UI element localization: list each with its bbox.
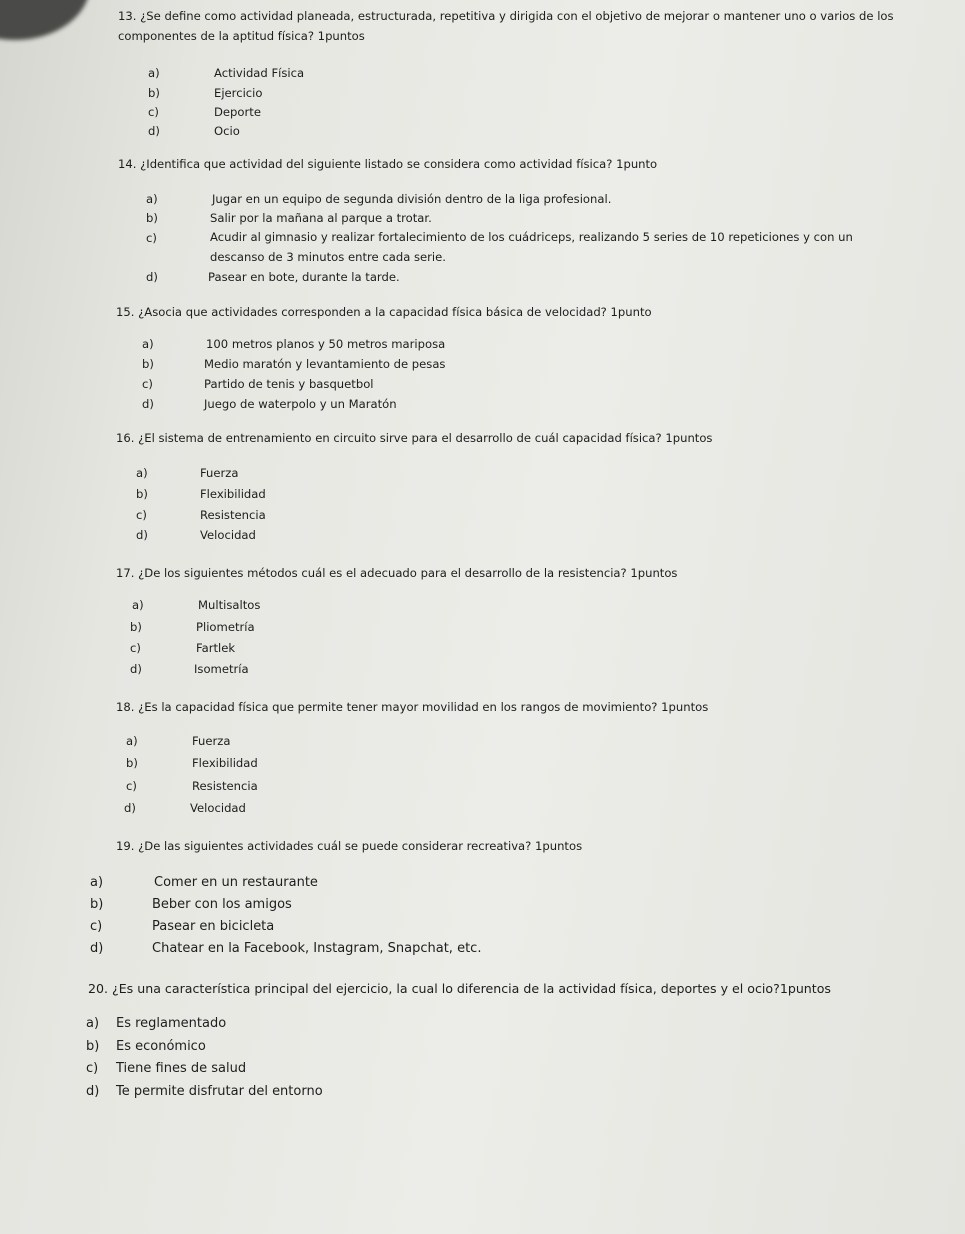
option-letter: c): [148, 105, 159, 119]
option-letter: b): [142, 357, 154, 371]
page-corner-shadow: [0, 0, 90, 40]
option-text: Pasear en bicicleta: [152, 919, 275, 934]
option-text: Juego de waterpolo y un Maratón: [204, 397, 397, 411]
option-letter: c): [146, 231, 157, 245]
option-text: 100 metros planos y 50 metros mariposa: [206, 337, 446, 351]
option-text: Medio maratón y levantamiento de pesas: [204, 357, 446, 371]
option-text: Comer en un restaurante: [154, 875, 318, 890]
option-letter: d): [124, 801, 136, 815]
option-letter: a): [148, 66, 160, 80]
option-text: Isometría: [194, 662, 249, 676]
option-letter: c): [86, 1061, 99, 1076]
option-letter: d): [136, 528, 148, 542]
option-letter: a): [86, 1016, 100, 1031]
option-text: Fartlek: [196, 641, 236, 655]
question-18: 18. ¿Es la capacidad física que permite tener mayor movilidad en los rangos de movimiento? 1puntos: [116, 700, 709, 714]
option-text: Actividad Física: [214, 66, 305, 80]
option-text: Es reglamentado: [116, 1016, 227, 1031]
option-text: Te permite disfrutar del entorno: [116, 1084, 323, 1099]
question-20: 20. ¿Es una característica principal del ejercicio, la cual lo diferencia de la actividad física, deportes y el ocio?1puntos: [88, 981, 831, 996]
option-letter: a): [126, 734, 138, 748]
option-letter: a): [136, 466, 148, 480]
option-letter: a): [142, 337, 154, 351]
option-text: Fuerza: [200, 466, 239, 480]
option-letter: c): [90, 919, 103, 934]
option-letter: a): [132, 598, 144, 612]
option-letter: d): [130, 662, 142, 676]
question-17: 17. ¿De los siguientes métodos cuál es el adecuado para el desarrollo de la resistencia? 1puntos: [116, 566, 678, 580]
question-16: 16. ¿El sistema de entrenamiento en circuito sirve para el desarrollo de cuál capacidad física? 1puntos: [116, 431, 713, 445]
option-text: Resistencia: [192, 779, 258, 793]
option-text: Beber con los amigos: [152, 897, 292, 912]
option-letter: d): [148, 124, 160, 138]
question-14: 14. ¿Identifica que actividad del siguiente listado se considera como actividad física? 1punto: [118, 157, 658, 171]
option-letter: d): [146, 270, 158, 284]
option-letter: c): [130, 641, 141, 655]
option-text: Velocidad: [200, 528, 256, 542]
option-letter: b): [126, 756, 138, 770]
option-text: Chatear en la Facebook, Instagram, Snapchat, etc.: [152, 941, 482, 956]
option-letter: b): [90, 897, 104, 912]
option-letter: b): [148, 86, 160, 100]
option-text: Tiene fines de salud: [116, 1061, 247, 1076]
option-text: Flexibilidad: [200, 487, 266, 501]
question-19: 19. ¿De las siguientes actividades cuál se puede considerar recreativa? 1puntos: [116, 839, 583, 853]
option-letter: d): [90, 941, 104, 956]
option-letter: d): [142, 397, 154, 411]
option-letter: a): [90, 875, 104, 890]
option-letter: d): [86, 1084, 100, 1099]
option-letter: c): [142, 377, 153, 391]
option-text: Pasear en bote, durante la tarde.: [208, 270, 400, 284]
option-text: Resistencia: [200, 508, 266, 522]
option-text: Partido de tenis y basquetbol: [204, 377, 374, 391]
option-letter: b): [130, 620, 142, 634]
option-text: Ocio: [214, 124, 240, 138]
option-letter: a): [146, 192, 158, 206]
option-text: Multisaltos: [198, 598, 261, 612]
option-letter: b): [146, 211, 158, 225]
option-text: Fuerza: [192, 734, 231, 748]
option-text: Flexibilidad: [192, 756, 258, 770]
option-text: Jugar en un equipo de segunda división dentro de la liga profesional.: [212, 192, 612, 206]
option-text: Acudir al gimnasio y realizar fortalecimiento de los cuádriceps, realizando 5 series de 10 repeticiones y con un descanso de 3 minutos entre cada serie.: [210, 230, 853, 264]
option-text: Pliometría: [196, 620, 255, 634]
option-text: Velocidad: [190, 801, 246, 815]
option-text: Es económico: [116, 1039, 206, 1054]
option-text: Deporte: [214, 105, 261, 119]
option-letter: b): [86, 1039, 100, 1054]
option-letter: c): [126, 779, 137, 793]
option-letter: c): [136, 508, 147, 522]
question-15: 15. ¿Asocia que actividades corresponden a la capacidad física básica de velocidad? 1punto: [116, 305, 652, 319]
option-letter: b): [136, 487, 148, 501]
option-text: Ejercicio: [214, 86, 263, 100]
option-text: Salir por la mañana al parque a trotar.: [210, 211, 432, 225]
question-13: 13. ¿Se define como actividad planeada, estructurada, repetitiva y dirigida con el objetivo de mejorar o mantener uno o varios de los componentes de la aptitud física? 1puntos: [118, 9, 894, 43]
